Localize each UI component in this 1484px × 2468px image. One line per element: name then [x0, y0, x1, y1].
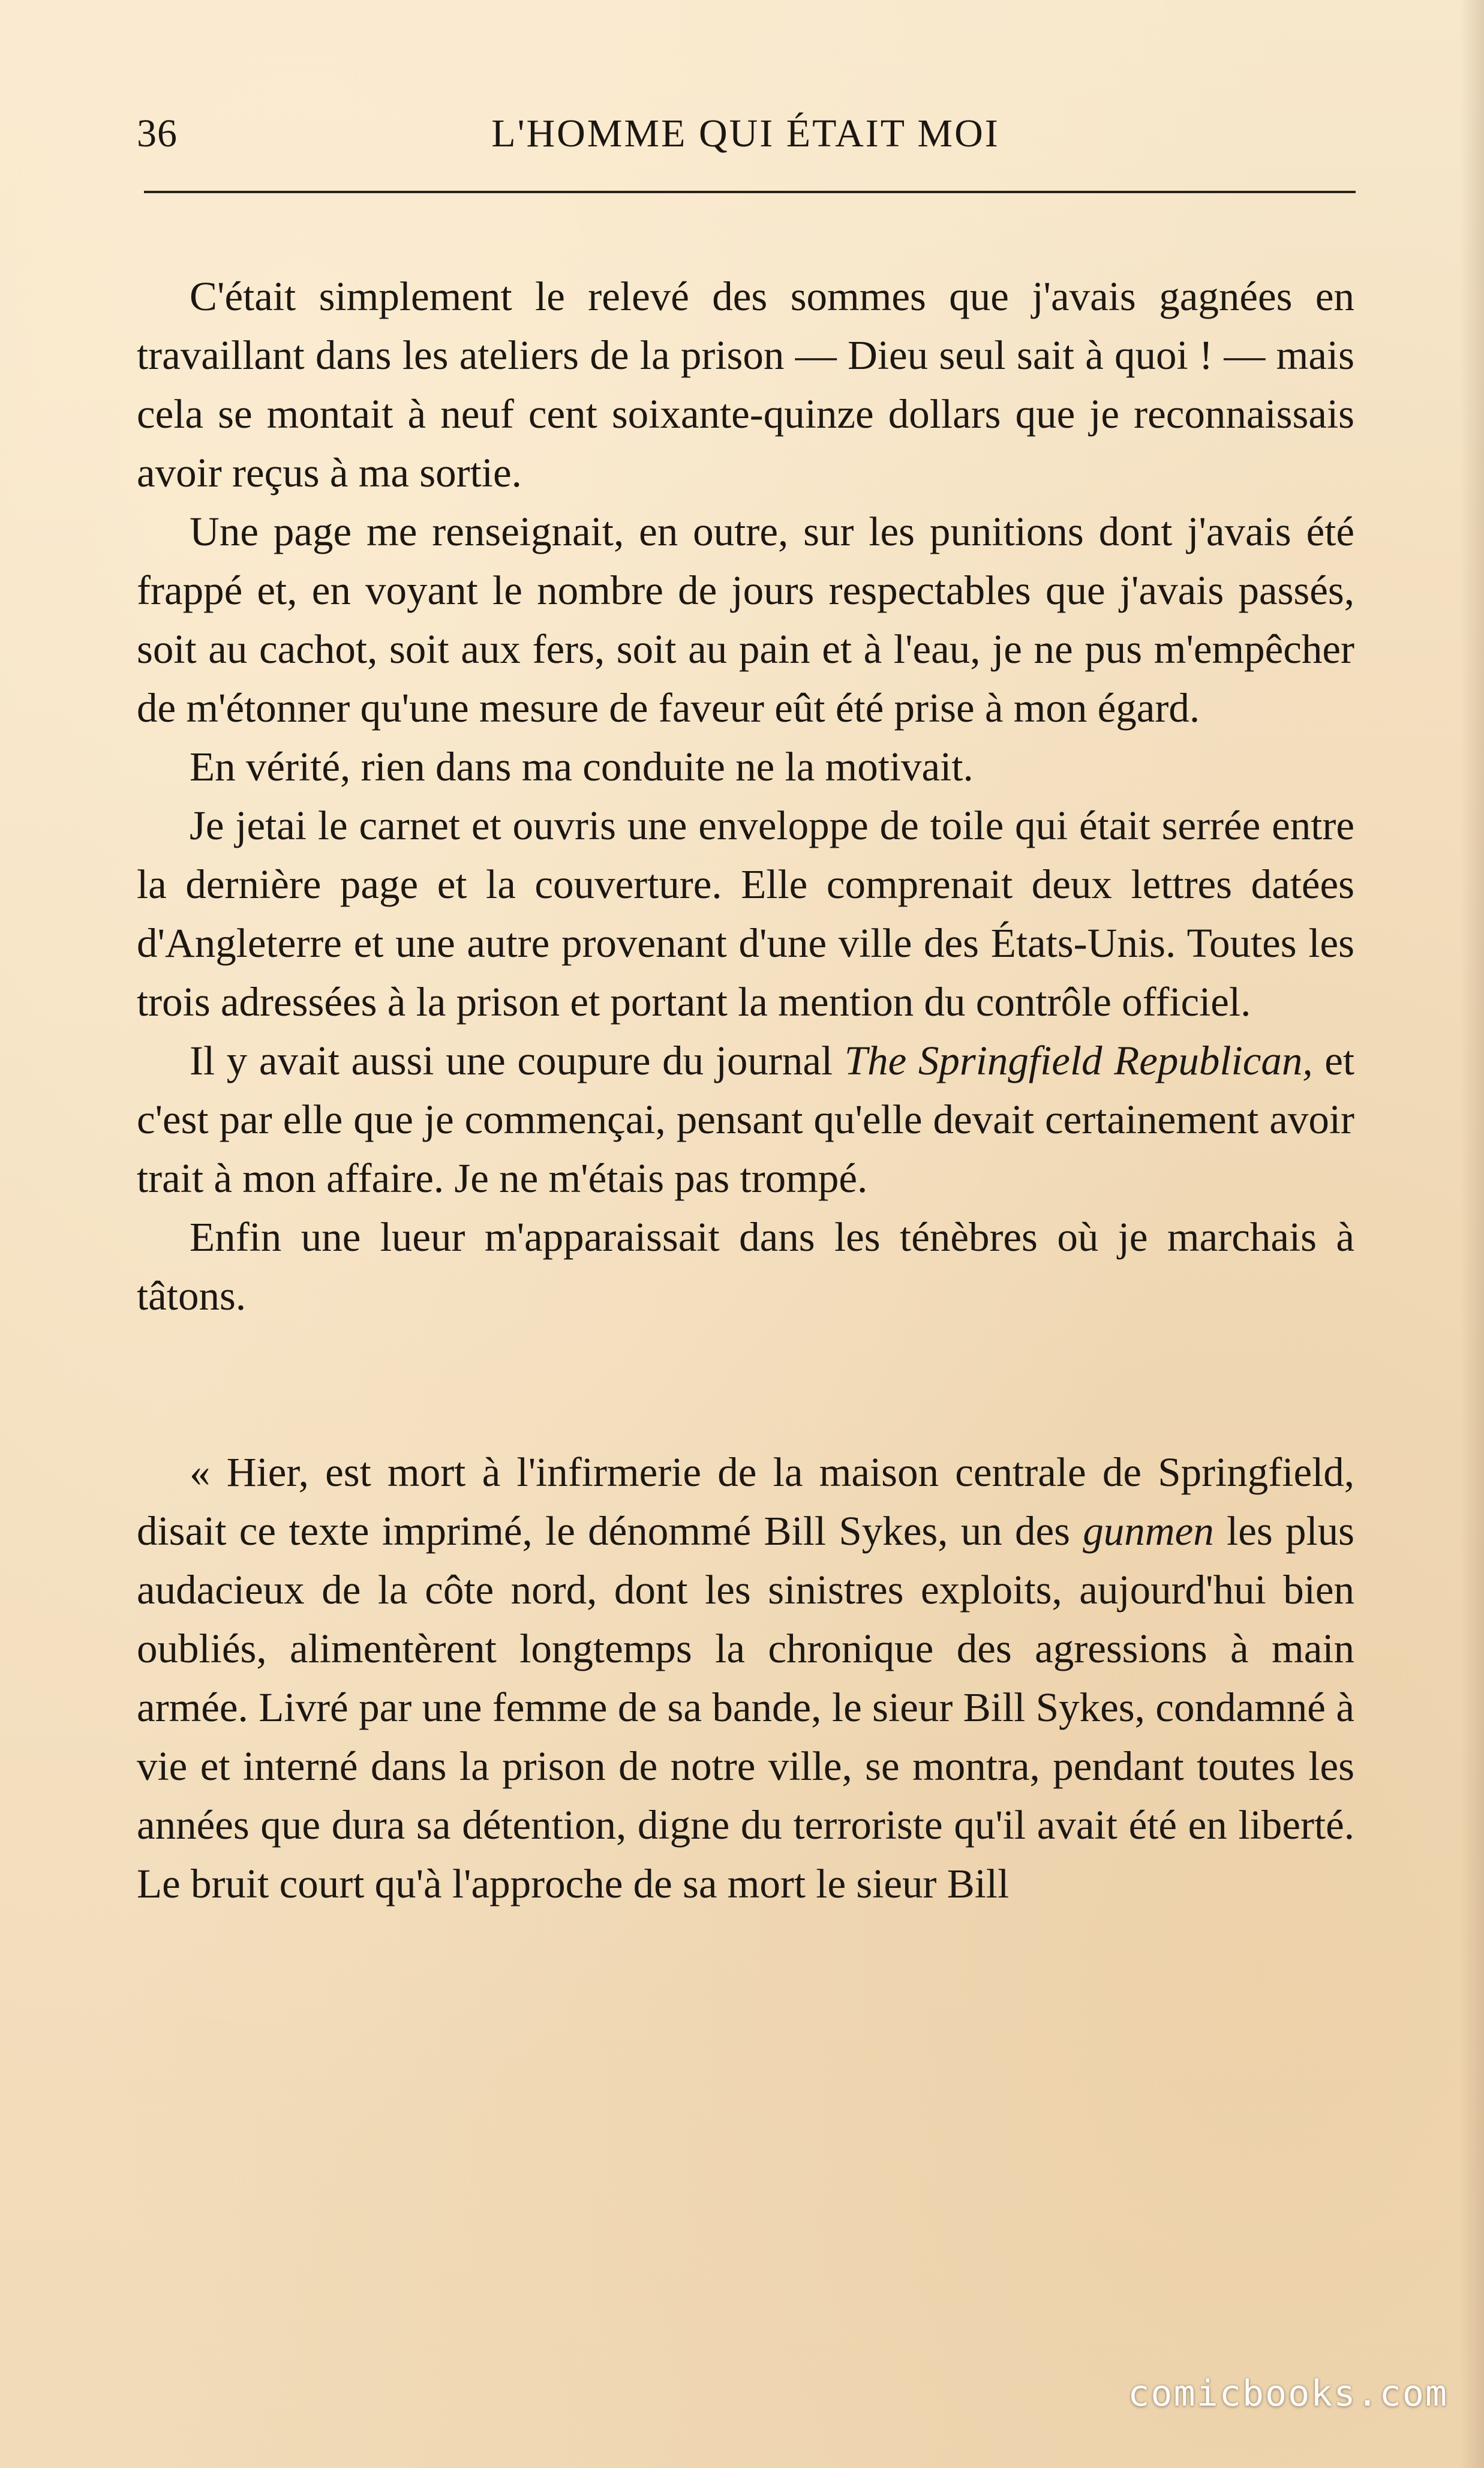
- page-number: 36: [137, 112, 178, 155]
- paragraph: [137, 1031, 1354, 1208]
- watermark: comicbooks.com: [1128, 2373, 1448, 2415]
- quoted-clipping-paragraph: [137, 1443, 1354, 1913]
- page-header: [137, 105, 1354, 171]
- paragraph: En vérité, rien dans ma conduite ne la motivait.: [190, 744, 974, 789]
- header-rule: [144, 191, 1356, 193]
- page-edge-shadow: [1460, 0, 1484, 2468]
- paragraph: Enfin une lueur m'apparaissait dans les ténèbres où je marchais à tâtons.: [137, 1214, 1354, 1319]
- paragraph-text: les plus audacieux de la côte nord, dont les sinistres exploits, aujourd'hui bien oubliés, alimentèrent longtemps la chronique des agressions à main armée. Livré par une femme de sa bande, le sieur Bill Sykes, condamné à vie et interné dans la prison de notre ville, se montra, pendant toutes les années que dura sa détention, digne du terroriste qu'il avait été en liberté. Le bruit court qu'à l'approche de sa mort le sieur Bill: [137, 1508, 1355, 1906]
- paragraph: Une page me renseignait, en outre, sur les punitions dont j'avais été frappé et, en voyant le nombre de jours respectables que j'avais passés, soit au cachot, soit aux fers, soit au pain et à l'eau, je ne pus m'empêcher de m'étonner qu'une mesure de faveur eût été prise à mon égard.: [137, 509, 1354, 731]
- paragraph-text: « Hier, est mort à l'infirmerie de la maison centrale de Springfield, disait ce texte imprimé, le dénommé Bill Sykes, un des: [137, 1449, 1354, 1554]
- running-title: L'HOMME QUI ÉTAIT MOI: [491, 112, 1000, 155]
- paragraph: Je jetai le carnet et ouvris une enveloppe de toile qui était serrée entre la dernière page et la couverture. Elle comprenait deux lettres datées d'Angleterre et une autre provenant d'une ville des États-Unis. Toutes les trois adressées à la prison et portant la mention du contrôle officiel.: [137, 803, 1354, 1025]
- paragraph-text: et c'est par elle que je commençai, pensant qu'elle devait certainement avoir trait à mon affaire. Je ne m'étais pas trompé.: [137, 1038, 1354, 1201]
- newspaper-title: The Springfield Republican,: [844, 1038, 1313, 1083]
- paragraph: C'était simplement le relevé des sommes que j'avais gagnées en travaillant dans les ateliers de la prison — Dieu seul sait à quoi ! — mais cela se montait à neuf cent soixante-quinze dollars que je reconnaissais avoir reçus à ma sortie.: [137, 274, 1354, 496]
- paragraph-text: Il y avait aussi une coupure du journal: [190, 1038, 845, 1083]
- body-text: [137, 267, 1354, 1913]
- italic-word: gunmen: [1083, 1508, 1214, 1554]
